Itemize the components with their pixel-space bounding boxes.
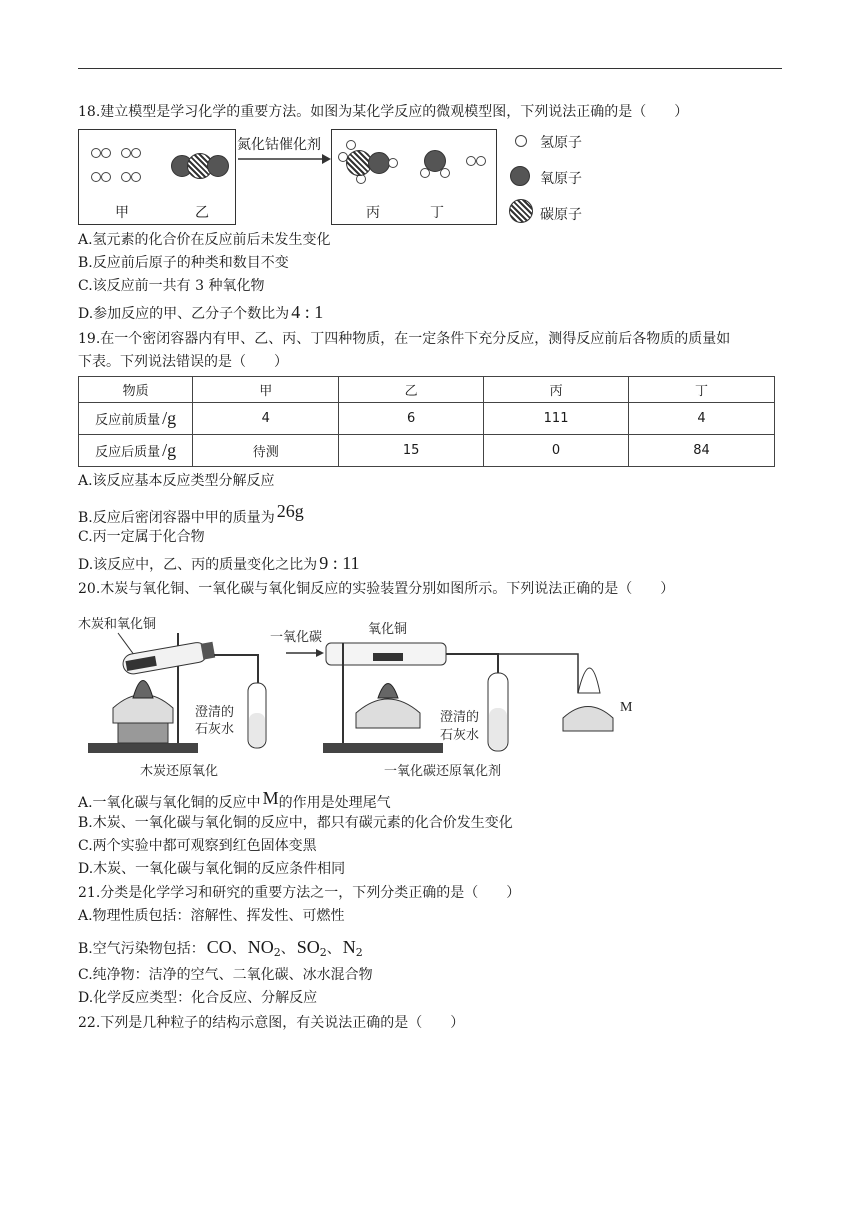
legend-o-icon <box>510 166 530 186</box>
label-yi: 乙 <box>195 205 209 221</box>
right-caption: 一氧化碳还原氧化剂 <box>384 764 502 779</box>
q20-stem: 20.木炭与氧化铜、一氧化碳与氧化铜反应的实验装置分别如图所示。下列说法正确的是（ ） <box>78 581 675 597</box>
q20-apparatus-figure <box>78 603 638 783</box>
q20-option-a: A.一氧化碳与氧化铜的反应中 M的作用是处理尾气 <box>78 788 391 811</box>
header-rule <box>78 68 782 69</box>
table-row <box>79 435 775 467</box>
label-jia: 甲 <box>115 205 129 221</box>
legend-h-icon <box>515 135 527 147</box>
q18-option-d: D.参加反应的甲、乙分子个数比为 4 : 1 <box>78 302 324 322</box>
legend-o-label: 氧原子 <box>540 171 582 187</box>
left-reagent-label: 木炭和氧化铜 <box>78 617 157 632</box>
left-caption: 木炭还原氧化 <box>140 764 219 779</box>
q20-a-m: M <box>262 788 279 808</box>
legend-c-icon <box>509 199 533 223</box>
right-water-label-2: 石灰水 <box>440 728 480 743</box>
q21-option-a: A.物理性质包括：溶解性、挥发性、可燃性 <box>78 908 345 924</box>
q20-option-b: B.木炭、一氧化碳与氧化铜的反应中，都只有碳元素的化合价发生变化 <box>78 815 513 831</box>
table-cell: 84 <box>629 435 775 467</box>
q18-option-a: A.氢元素的化合价在反应前后未发生变化 <box>78 232 331 248</box>
table-cell: 4 <box>193 403 339 435</box>
q19-option-b: B.反应后密闭容器中甲的质量为 26g <box>78 501 304 526</box>
q22-stem: 22.下列是几种粒子的结构示意图，有关说法正确的是（ ） <box>78 1015 465 1031</box>
q19-option-d: D.该反应中，乙、丙的质量变化之比为 9 : 11 <box>78 553 360 573</box>
table-cell: 15 <box>339 435 484 467</box>
left-water-label-2: 石灰水 <box>195 722 235 737</box>
right-gas-label: 一氧化碳 <box>270 630 323 645</box>
table-header-cell: 丁 <box>629 377 775 403</box>
table-header-row <box>79 377 775 403</box>
right-m-label: M <box>620 700 633 715</box>
table-cell: 111 <box>484 403 629 435</box>
label-bing: 丙 <box>366 205 380 221</box>
table-header-cell: 甲 <box>193 377 339 403</box>
q20-option-c: C.两个实验中都可观察到红色固体变黑 <box>78 838 317 854</box>
table-row <box>79 403 775 435</box>
products-box <box>331 129 497 225</box>
q19-b-value: 26g <box>276 501 304 521</box>
reaction-arrow <box>236 152 332 166</box>
q21-option-b: B.空气污染物包括： CO、 $NO_2$、 $SO_2$、 $N_2$ <box>78 937 363 959</box>
q19-stem-line1: 19.在一个密闭容器内有甲、乙、丙、丁四种物质，在一定条件下充分反应，测得反应前后各物质的质量如 <box>78 331 731 347</box>
right-water-label-1: 澄清的 <box>440 710 480 725</box>
reactants-box <box>78 129 236 225</box>
left-water-label-1: 澄清的 <box>195 705 235 720</box>
catalyst-label: 氮化钴催化剂 <box>237 137 321 153</box>
label-ding: 丁 <box>430 205 444 221</box>
q21-stem: 21.分类是化学学习和研究的重要方法之一，下列分类正确的是（ ） <box>78 885 521 901</box>
table-header-cell: 乙 <box>339 377 484 403</box>
right-reagent-label: 氧化铜 <box>368 622 408 637</box>
legend-h-label: 氢原子 <box>540 135 582 151</box>
q19-mass-table <box>78 376 775 467</box>
q18-d-ratio: 4 : 1 <box>291 302 324 322</box>
table-cell: 6 <box>339 403 484 435</box>
q18-option-c: C.该反应前一共有 3 种氧化物 <box>78 278 265 294</box>
q19-stem-line2: 下表。下列说法错误的是（ ） <box>78 354 288 370</box>
row-label-before: 反应前质量 /g <box>79 403 193 435</box>
table-cell: 4 <box>629 403 775 435</box>
q20-option-d: D.木炭、一氧化碳与氧化铜的反应条件相同 <box>78 861 346 877</box>
q21-option-c: C.纯净物：洁净的空气、二氧化碳、冰水混合物 <box>78 967 373 983</box>
q19-option-a: A.该反应基本反应类型分解反应 <box>78 473 275 489</box>
table-header-cell: 物质 <box>79 377 193 403</box>
q18-option-b: B.反应前后原子的种类和数目不变 <box>78 255 289 271</box>
legend-c-label: 碳原子 <box>540 207 582 223</box>
q18-stem: 18.建立模型是学习化学的重要方法。如图为某化学反应的微观模型图，下列说法正确的是（ ） <box>78 104 689 120</box>
table-cell: 待测 <box>193 435 339 467</box>
table-header-cell: 丙 <box>484 377 629 403</box>
q19-d-ratio: 9 : 11 <box>319 553 360 573</box>
row-label-after: 反应后质量 /g <box>79 435 193 467</box>
q19-option-c: C.丙一定属于化合物 <box>78 529 205 545</box>
q21-option-d: D.化学反应类型：化合反应、分解反应 <box>78 990 318 1006</box>
table-cell: 0 <box>484 435 629 467</box>
